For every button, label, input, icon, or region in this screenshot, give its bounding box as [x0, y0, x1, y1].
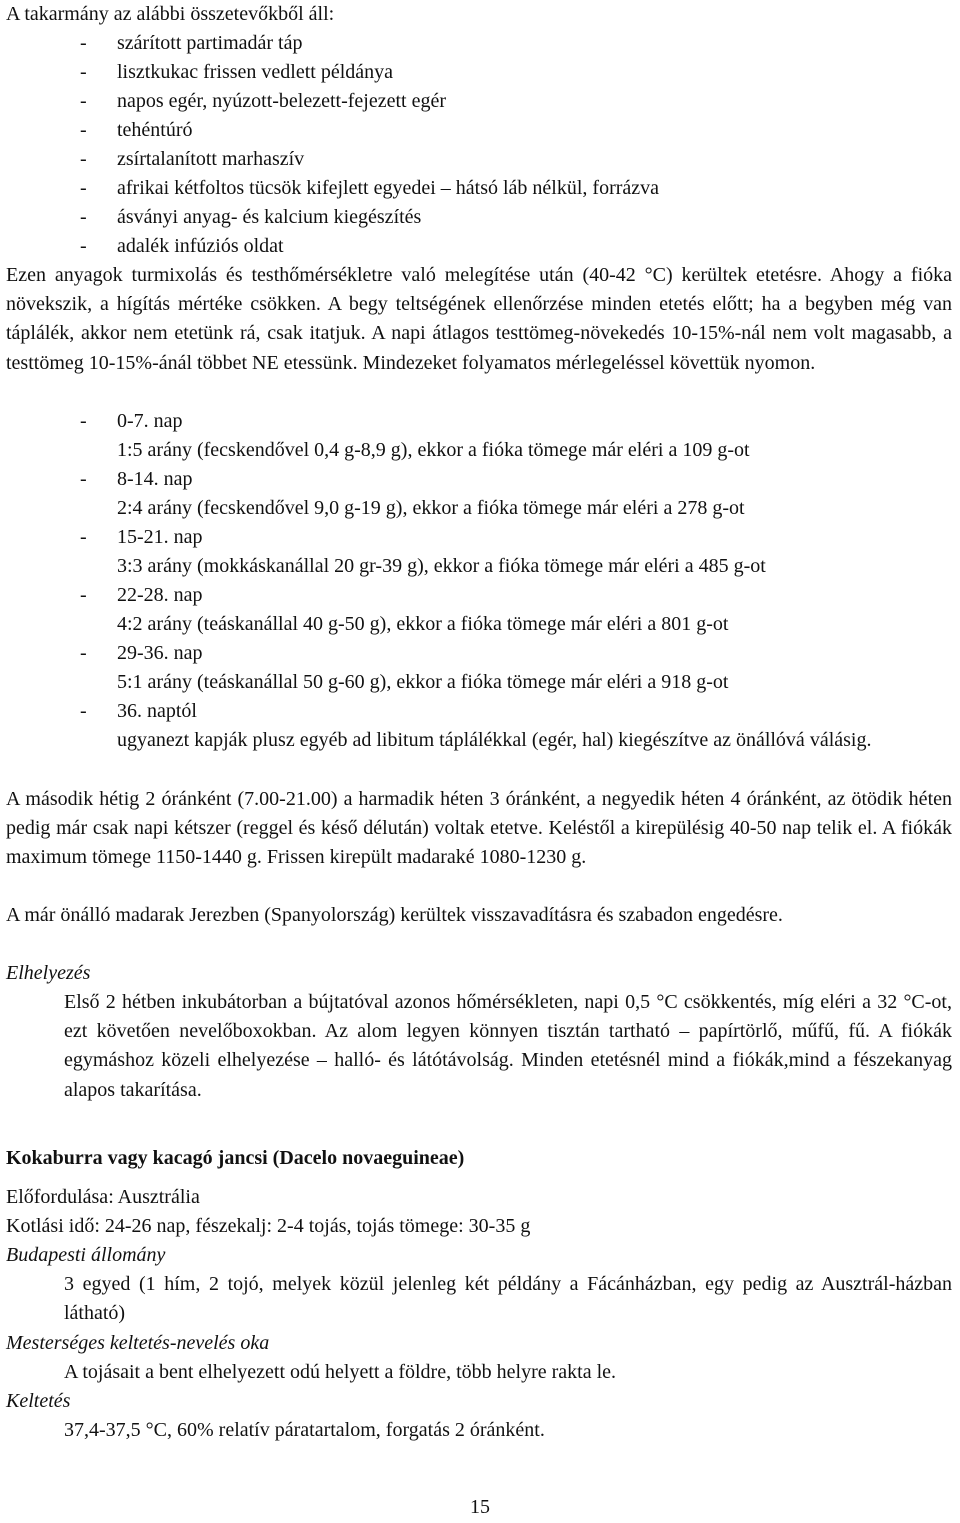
- species-title: Kokaburra vagy kacagó jancsi (Dacelo novaeguineae): [6, 1147, 465, 1169]
- housing-heading: Elhelyezés: [6, 962, 91, 984]
- schedule-detail: 1:5 arány (fecskendővel 0,4 g-8,9 g), ekkor a fióka tömege már eléri a 109 g-ot: [117, 439, 750, 461]
- release-paragraph: A már önálló madarak Jerezben (Spanyolország) kerültek visszavadításra és szabadon engedésre.: [6, 904, 783, 926]
- stock-heading: Budapesti állomány: [6, 1244, 166, 1266]
- hatching-heading: Keltetés: [6, 1390, 71, 1412]
- schedule-detail: 2:4 arány (fecskendővel 9,0 g-19 g), ekkor a fióka tömege már eléri a 278 g-ot: [117, 497, 745, 519]
- ingredients-heading: A takarmány az alábbi összetevőkből áll:: [6, 3, 335, 25]
- reason-heading: Mesterséges keltetés-nevelés oka: [6, 1332, 270, 1354]
- stock-text: 3 egyed (1 hím, 2 tojó, melyek közül jelenleg két példány a Fácánházban, egy pedig az Ausztrál-házban látható): [64, 1273, 952, 1325]
- hatching-text: 37,4-37,5 °C, 60% relatív páratartalom, forgatás 2 óránként.: [64, 1419, 545, 1441]
- reason-text: A tojásait a bent elhelyezett odú helyett a földre, több helyre rakta le.: [64, 1361, 617, 1383]
- occurrence-line: Előfordulása: Ausztrália: [6, 1186, 200, 1208]
- housing-text: Első 2 hétben inkubátorban a bújtatóval azonos hőmérsékleten, napi 0,5 °C csökkentés, míg eléri a 32 °C-ot, ezt követően nevelőboxokban. Az alom legyen könnyen tisztán tartható – papírtörlő, műfű, fű. A fiókák egymáshoz közeli elhelyezése – halló- és látótávolság. Minden etetésnél mind a fiókák,mind a fészekanyag alapos takarítása.: [64, 991, 952, 1101]
- schedule-detail: 4:2 arány (teáskanállal 40 g-50 g), ekkor a fióka tömege már eléri a 801 g-ot: [117, 613, 729, 635]
- feeding-paragraph: A második hétig 2 óránként (7.00-21.00) a harmadik héten 3 óránként, a negyedik héten 4 óránként, az ötödik héten pedig már csak napi kétszer (reggel és késő délután) voltak etetve. Keléstől a kirepülésig 40-50 nap telik el. A fiókák maximum tömege 1150-1440 g. Frissen kirepült madaraké 1080-1230 g.: [6, 788, 952, 869]
- schedule-detail: 5:1 arány (teáskanállal 50 g-60 g), ekkor a fióka tömege már eléri a 918 g-ot: [117, 671, 729, 693]
- schedule-detail: ugyanezt kapják plusz egyéb ad libitum táplálékkal (egér, hal) kiegészítve az önállóvá válásig.: [117, 729, 872, 751]
- page-number: 15: [470, 1496, 490, 1518]
- preparation-paragraph: Ezen anyagok turmixolás és testhőmérsékletre való melegítése után (40-42 °C) kerültek etetésre. Ahogy a fióka növekszik, a hígítás mértéke csökken. A begy teltségének ellenőrzése minden etetés előtt; ha a begyben még van táplálék, akkor nem etetünk rá, csak itatjuk. A napi átlagos testtömeg-növekedés 10-15%-nál nem volt magasabb, a testtömeg 10-15%-ánál többet NE etessünk. Mindezeket folyamatos mérlegeléssel követtük nyomon.: [6, 264, 952, 374]
- incubation-line: Kotlási idő: 24-26 nap, fészekalj: 2-4 tojás, tojás tömege: 30-35 g: [6, 1215, 531, 1237]
- schedule-detail: 3:3 arány (mokkáskanállal 20 gr-39 g), ekkor a fióka tömege már eléri a 485 g-ot: [117, 555, 766, 577]
